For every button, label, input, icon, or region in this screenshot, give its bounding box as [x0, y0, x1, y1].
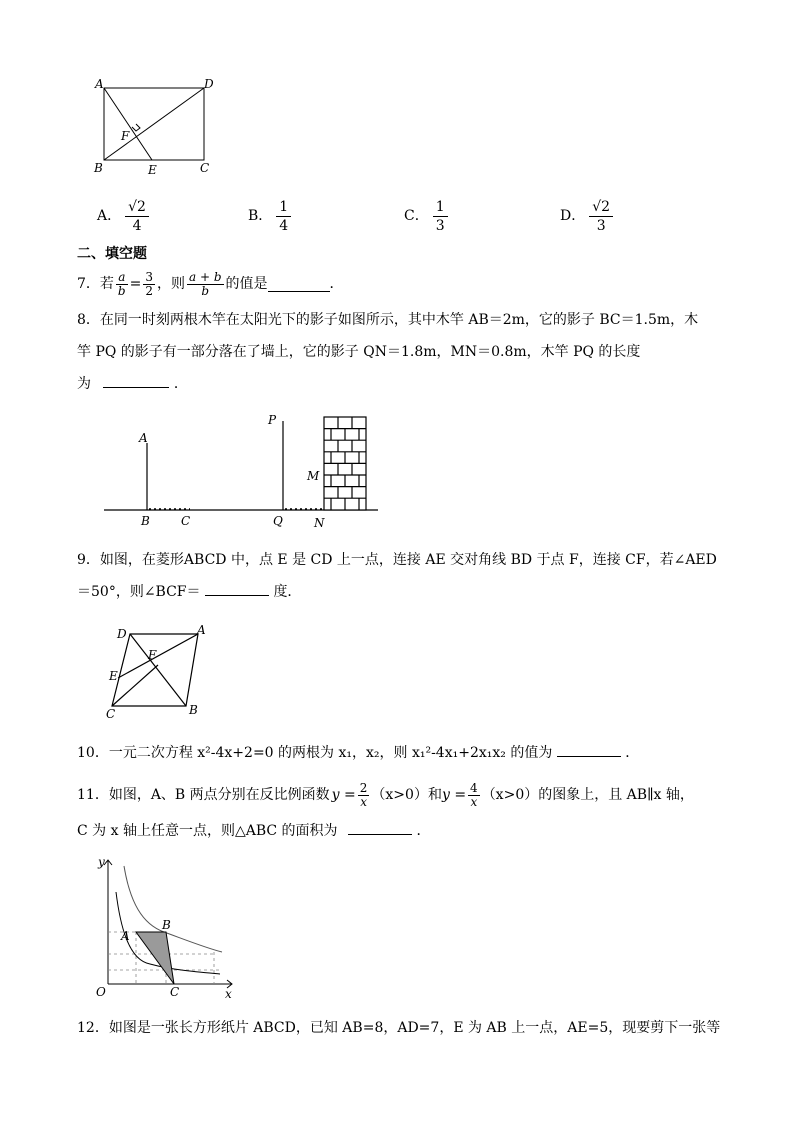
fig11-label-y: y [98, 855, 105, 869]
option-b: B． $\frac{1}{4}$ [248, 196, 291, 236]
fig11-label-x: x [225, 987, 232, 1001]
q10-answer-blank[interactable] [557, 742, 621, 757]
question-10: 10．一元二次方程 x²-4x+2=0 的两根为 x₁，x₂，则 x₁²-4x₁+2x₁x₂ 的值为 ． [77, 742, 639, 763]
q11-line-2: C 为 x 轴上任意一点，则△ABC 的面积为 ． [77, 820, 430, 841]
option-d: D． $\frac{√2}{3}$ [560, 196, 613, 236]
fig8-label-b: B [141, 514, 150, 528]
fig8-label-p: P [268, 413, 277, 427]
q7-answer-blank[interactable] [268, 277, 330, 292]
fig6-label-a: A [95, 77, 104, 91]
fig9-label-c: C [106, 707, 116, 721]
fig6-label-e: E [148, 163, 157, 177]
q8-line-2: 竿 PQ 的影子有一部分落在了墙上，它的影子 QN＝1.8m，MN＝0.8m，木竿 PQ 的长度 [77, 344, 641, 360]
fig8-label-a: A [139, 431, 148, 445]
question-12: 12．如图是一张长方形纸片 ABCD，已知 AB=8，AD=7，E 为 AB 上一点，AE=5，现要剪下一张等 [77, 1020, 721, 1036]
fig11-label-c: C [170, 985, 180, 999]
q9-line-2: ＝50°，则∠BCF＝ 度． [77, 581, 301, 602]
q8-line-1: 8．在同一时刻两根木竿在太阳光下的影子如图所示，其中木竿 AB＝2m，它的影子 BC＝1.5m，木 [77, 312, 699, 328]
figure-inverse-functions [94, 852, 244, 1002]
fig8-label-n: N [314, 516, 325, 530]
fig8-label-q: Q [273, 514, 283, 528]
fig9-label-b: B [189, 703, 198, 717]
figure-rectangle-abcd [90, 76, 220, 178]
fig6-label-c: C [200, 161, 210, 175]
q11-answer-blank[interactable] [348, 820, 412, 835]
q8-line-3: 为 ． [77, 373, 188, 394]
fig9-label-f: F [148, 648, 157, 662]
fig9-label-a: A [197, 623, 206, 637]
figure-shadow-poles [100, 405, 385, 530]
fig9-label-d: D [117, 627, 127, 641]
question-7: 7．若 $\frac{a}{b}$ = $\frac{3}{2}$ ，则 $\frac{a + b}{b}$ 的值是 ． [77, 269, 344, 298]
fig6-label-d: D [204, 77, 214, 91]
fig9-label-e: E [109, 669, 118, 683]
fig8-label-c: C [181, 514, 191, 528]
option-c: C． $\frac{1}{3}$ [404, 196, 448, 236]
shaded-triangle-abc [136, 932, 174, 984]
q9-answer-blank[interactable] [205, 581, 269, 596]
q9-line-1: 9．如图，在菱形ABCD 中，点 E 是 CD 上一点，连接 AE 交对角线 BD 于点 F，连接 CF，若∠AED [77, 552, 717, 568]
fig11-label-a: A [121, 929, 130, 943]
fig6-label-b: B [94, 161, 103, 175]
section-heading: 二、填空题 [77, 246, 147, 262]
fig11-label-o: O [96, 985, 106, 999]
q11-line-1: 11．如图，A、B 两点分别在反比例函数 y = $\frac{2}{x}$ （x>0）和 y = $\frac{4}{x}$ （x>0）的图象上，且 AB∥x 轴， [77, 780, 694, 809]
fig6-label-f: F [121, 129, 130, 143]
q8-answer-blank[interactable] [103, 373, 169, 388]
fig8-label-m: M [307, 469, 320, 483]
figure-rhombus-abcd [100, 618, 215, 723]
option-a: A． $\frac{√2}{4}$ [97, 196, 149, 236]
fig11-label-b: B [162, 918, 171, 932]
